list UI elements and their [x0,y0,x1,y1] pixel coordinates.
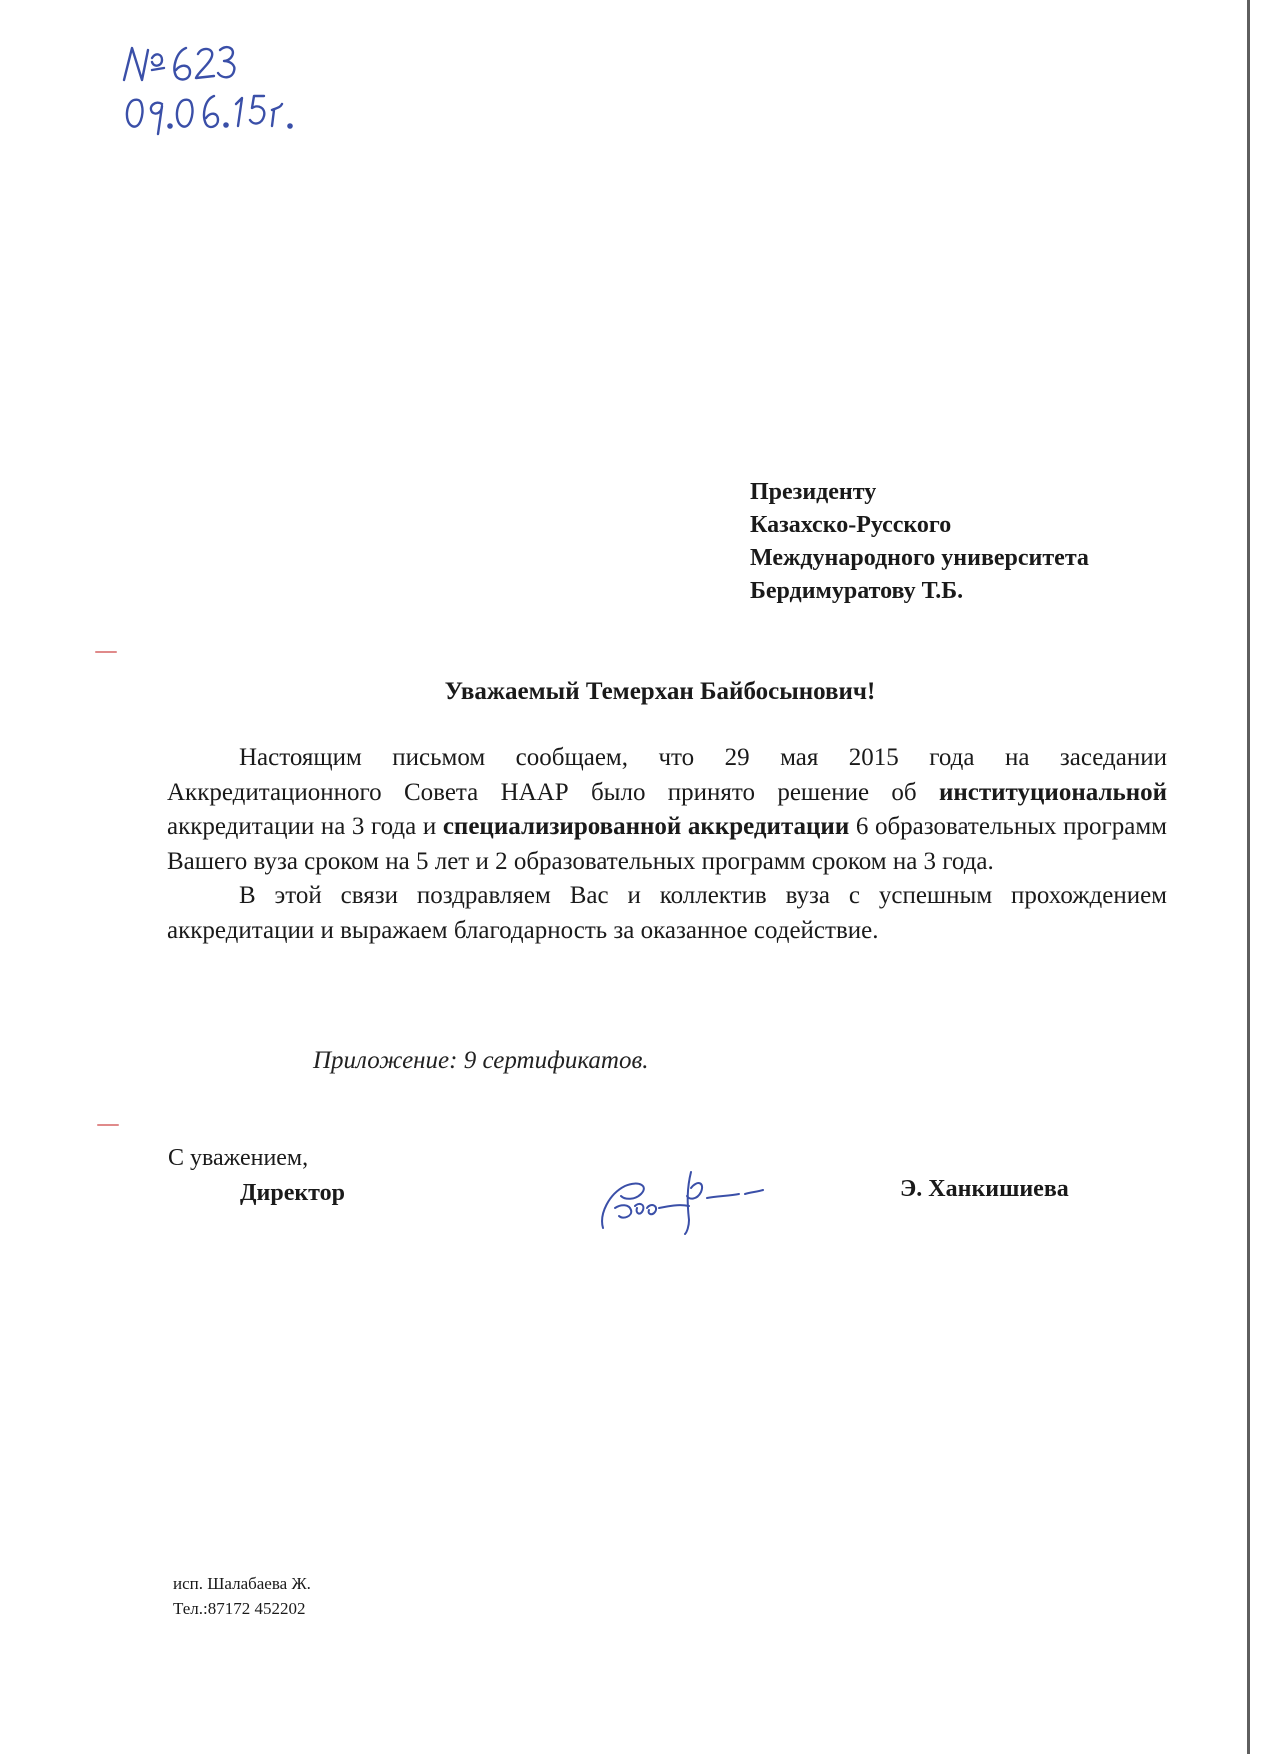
scan-edge-line [1247,0,1250,1754]
executor-phone: Тел.:87172 452202 [173,1599,306,1618]
addressee-line-name: Бердимуратову Т.Б. [750,578,964,604]
body-paragraph-2: В этой связи поздравляем Вас и коллектив вуза с успешным прохождением аккредитации и выражаем благодарность за оказанное содействие. [167,882,1167,944]
body-p1-text-e: 6 образовательных программ Вашего вуза сроком на 5 лет и 2 образовательных программ сроком на 3 года. [167,813,1167,875]
letter-body [167,741,1167,948]
salutation: Уважаемый Темерхан Байбосынович! [444,678,876,705]
handwritten-registration-mark [112,38,332,138]
executor-block [173,1571,311,1621]
body-p1-bold-institutional: институциональной [938,778,1167,806]
signature-drawing [595,1158,785,1238]
addressee-line-position: Президенту [750,479,877,505]
attachment-note: Приложение: 9 сертификатов. [313,1047,649,1074]
addressee-line-university-1: Казахско-Русского [750,512,952,538]
signatory-title: Директор [240,1180,345,1206]
executor-name: исп. Шалабаева Ж. [173,1574,311,1593]
signatory-name: Э. Ханкишиева [900,1176,1069,1202]
margin-mark-bottom [97,1124,119,1126]
body-p1-text-c: аккредитации на 3 года и [167,813,443,840]
addressee-line-university-2: Международного университета [750,545,1089,571]
body-p1-bold-specialized: специализированной аккредитации [442,813,850,840]
body-paragraph-1 [167,741,1167,879]
addressee-block [750,476,1089,608]
body-p1-text-a: Настоящим письмом сообщаем, что 29 мая 2015 года на заседании Аккредитационного Совета НААР было принято решение об [167,744,1167,806]
handwritten-registration-drawing [112,38,332,138]
closing-regards: С уважением, [168,1145,309,1171]
margin-mark-top [95,651,117,653]
handwritten-signature [595,1158,785,1238]
